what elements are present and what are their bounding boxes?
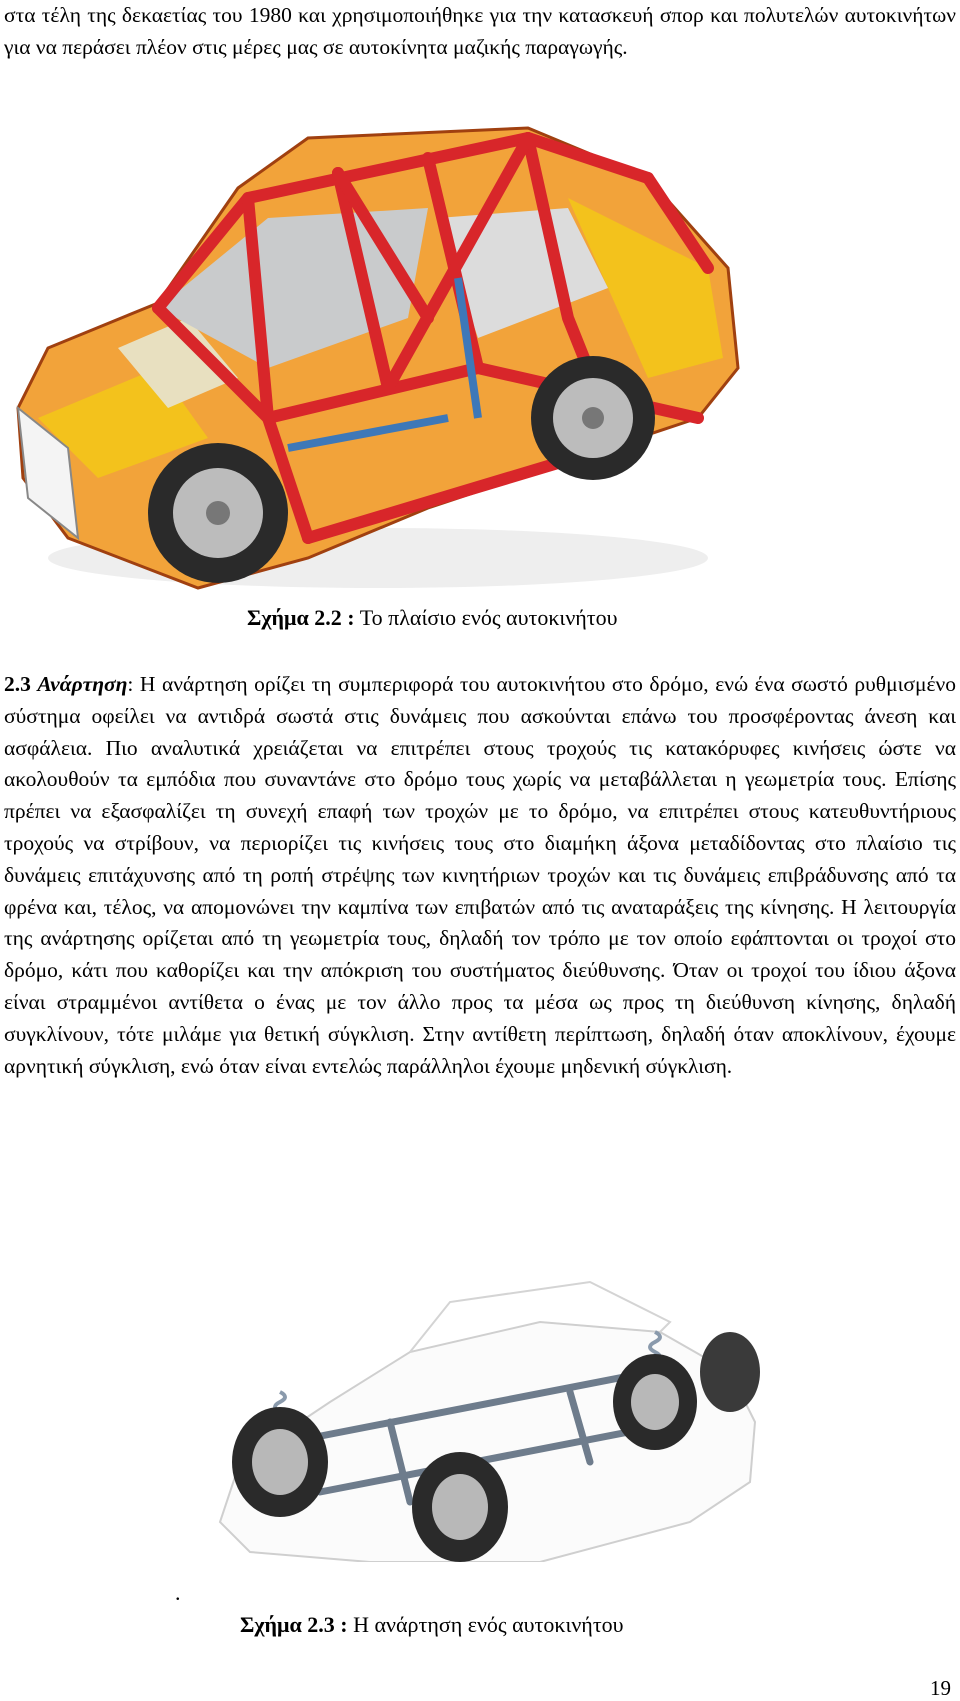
figure-label: Σχήμα 2.2 : — [247, 605, 355, 630]
stray-dot: . — [175, 1580, 181, 1605]
section-number: 2.3 — [4, 672, 31, 696]
intro-paragraph: στα τέλη της δεκαετίας του 1980 και χρησιμοποιήθηκε για την κατασκευή σπορ και πολυτελών αυτοκινήτων για να περάσει πλέον στις μέρες μας σε αυτοκίνητα μαζικής παραγωγής. — [4, 3, 956, 59]
figure-caption-2-2 — [247, 605, 618, 631]
figure-label: Σχήμα 2.3 : — [240, 1612, 348, 1637]
section-body: : Η ανάρτηση ορίζει τη συμπεριφορά του αυτοκινήτου στο δρόμο, ενώ ένα σωστό ρυθμισμένο σύστημα οφείλει να αντιδρά σωστά στις δυνάμεις που ασκούνται επάνω του προσφέροντας άνεση και ασφάλεια. Πιο αναλυτικά χρειάζεται να επιτρέπει στους τροχούς τις κατακόρυφες κινήσεις ώστε να ακολουθούν τα εμπόδια που συναντάνε στο δρόμο τους χωρίς να μεταβάλλεται η γεωμετρία τους. Επίσης πρέπει να εξασφαλίζει τη συνεχή επαφή των τροχών με το δρόμο, να επιτρέπει στους κατευθυντήριους τροχούς να στρίβουν, να περιορίζει τις κινήσεις τους στο διαμήκη άξονα μεταδίδοντας στο πλαίσιο τις δυνάμεις επιτάχυνσης από τη ροπή στρέψης των κινητήριων τροχών και τις δυνάμεις επιβράδυνσης από τα φρένα και, τέλος, να απομονώνει την καμπίνα των επιβατών από τις αναταράξεις της κίνησης. Η λειτουργία της ανάρτησης ορίζεται από τη γεωμετρία τους, δηλαδή τον τρόπο με τον οποίο εφάπτονται οι τροχοί στο δρόμο, κάτι που καθορίζει και την απόκριση του συστήματος διεύθυνσης. Όταν οι τροχοί του ίδιου άξονα είναι στραμμένοι αντίθετα ο ένας με τον άλλο προς τα μέσα ως προς τη διεύθυνση κίνησης, δηλαδή συγκλίνουν, τότε μιλάμε για θετική σύγκλιση. Στην αντίθετη περίπτωση, δηλαδή όταν αποκλίνουν, έχουμε αρνητική σύγκλιση, ενώ όταν είναι εντελώς παράλληλοι έχουμε μηδενική σύγκλιση. — [4, 672, 956, 1078]
car-suspension-image — [210, 1262, 770, 1562]
figure-caption-2-3 — [240, 1612, 624, 1638]
section-2-3-paragraph — [4, 669, 956, 1082]
car-frame-image — [8, 118, 768, 606]
section-title: Ανάρτηση — [37, 672, 128, 696]
page-number: 19 — [930, 1676, 951, 1700]
figure-caption-text: Η ανάρτηση ενός αυτοκινήτου — [353, 1612, 624, 1637]
figure-caption-text: Το πλαίσιο ενός αυτοκινήτου — [359, 605, 618, 630]
